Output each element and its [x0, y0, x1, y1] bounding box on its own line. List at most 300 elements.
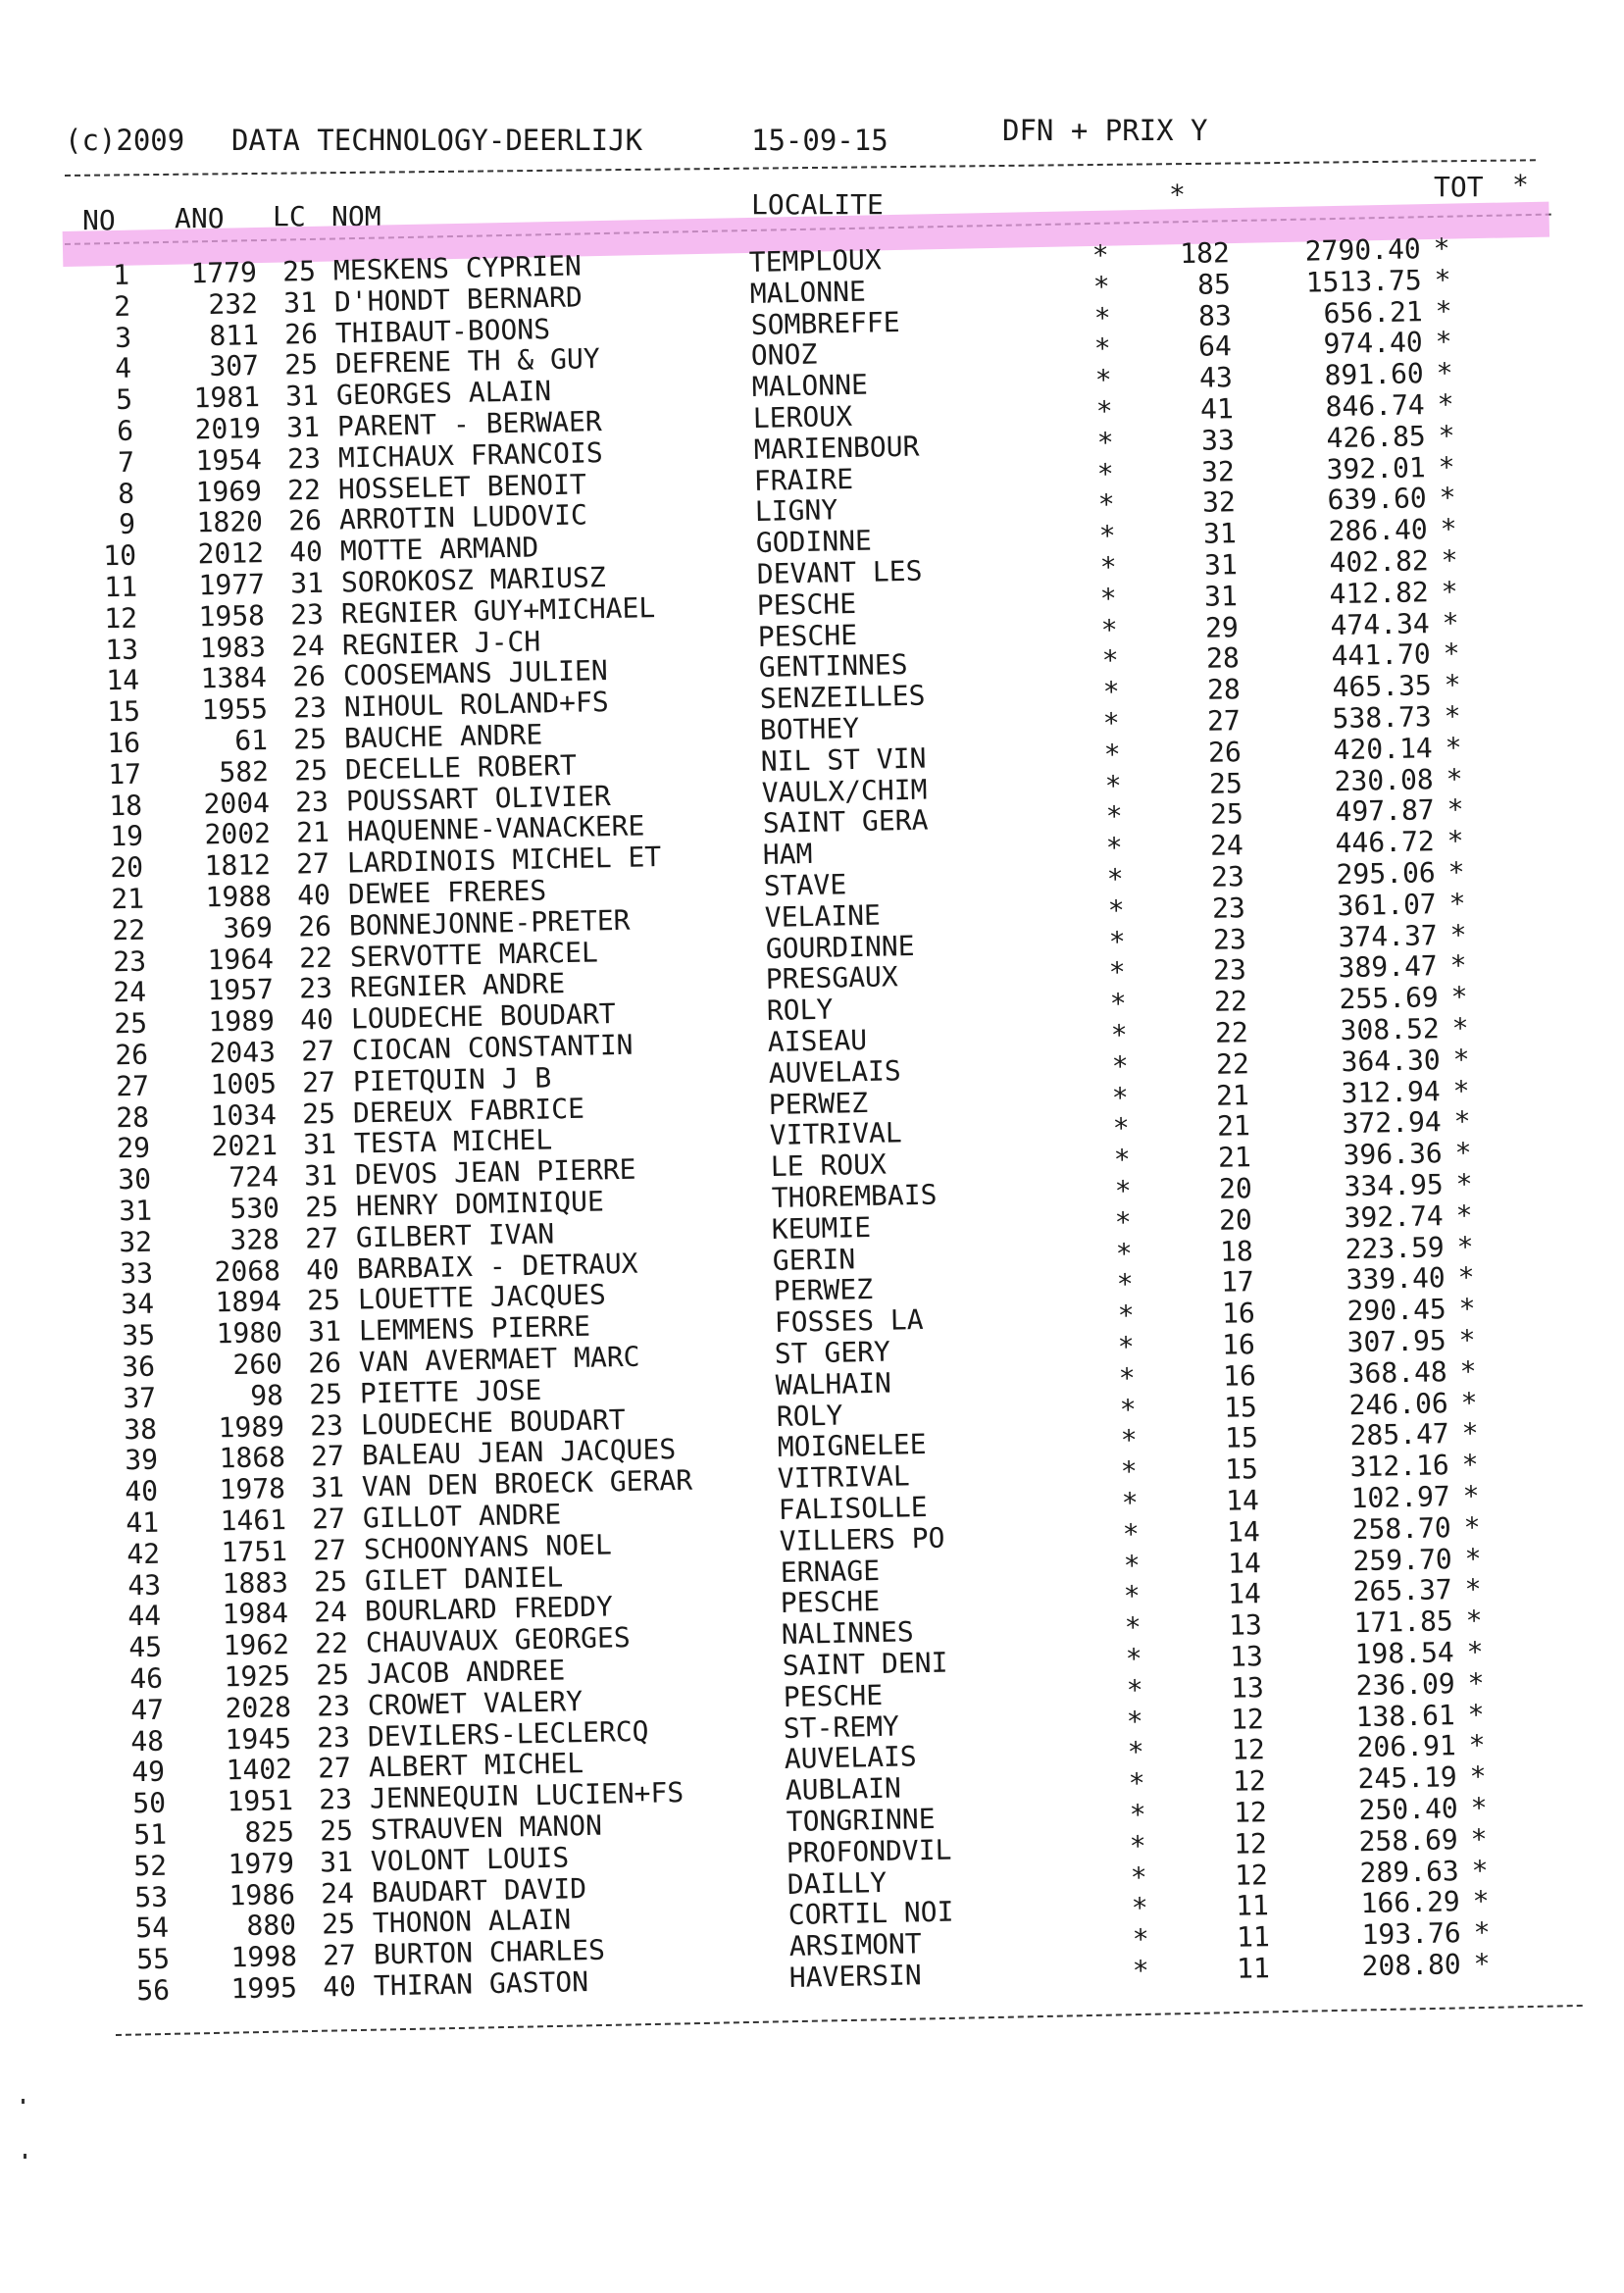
cell-nom: BALEAU JEAN JACQUES: [361, 1433, 677, 1472]
cell-ano: 880: [245, 1909, 297, 1943]
cell-lc: 31: [320, 1845, 354, 1879]
cell-lc: 25: [308, 1377, 343, 1411]
cell-end: *: [1455, 1198, 1474, 1232]
col-localite: LOCALITE: [751, 188, 884, 221]
cell-star: *: [1092, 301, 1111, 334]
copyright-text: (c)2009: [65, 124, 185, 157]
cell-star: *: [1102, 706, 1121, 739]
cell-star: *: [1100, 613, 1118, 646]
cell-no: 19: [109, 820, 143, 853]
cell-no: 46: [128, 1661, 164, 1696]
cell-no: 17: [107, 757, 142, 791]
report-subtitle: DFN + PRIX Y: [1002, 114, 1208, 147]
cell-score: 29: [1204, 610, 1240, 644]
cell-no: 48: [130, 1724, 165, 1758]
cell-nom: BAUCHE ANDRE: [343, 718, 543, 755]
col-ano: ANO: [175, 202, 225, 234]
col-star-end: *: [1512, 169, 1529, 201]
cell-localite: GERIN: [772, 1242, 856, 1277]
cell-ano: 2021: [211, 1129, 279, 1163]
cell-lc: 26: [291, 660, 327, 693]
cell-end: *: [1469, 1791, 1488, 1824]
cell-score: 26: [1207, 735, 1243, 769]
cell-no: 3: [114, 321, 131, 354]
cell-star: *: [1131, 1922, 1149, 1957]
cell-star: *: [1098, 519, 1116, 553]
cell-star: *: [1109, 987, 1127, 1021]
cell-tot: 426.85: [1325, 420, 1426, 455]
cell-ano: 1883: [221, 1565, 288, 1600]
cell-nom: POUSSART OLIVIER: [345, 779, 611, 818]
cell-tot: 223.59: [1345, 1230, 1446, 1265]
cell-no: 8: [118, 477, 135, 510]
cell-localite: MOIGNELEE: [777, 1428, 927, 1464]
cell-lc: 25: [313, 1564, 347, 1599]
cell-end: *: [1472, 1915, 1491, 1950]
cell-tot: 290.45: [1345, 1293, 1446, 1328]
cell-ano: 307: [209, 349, 260, 383]
cell-lc: 25: [319, 1813, 353, 1848]
col-star: *: [1169, 178, 1186, 211]
cell-lc: 24: [320, 1876, 355, 1911]
cell-ano: 1995: [230, 1971, 298, 2006]
cell-score: 16: [1221, 1328, 1256, 1361]
cell-score: 33: [1200, 423, 1235, 457]
cell-star: *: [1129, 1829, 1147, 1862]
cell-localite: GOURDINNE: [765, 929, 915, 965]
cell-nom: DEFRENE TH & GUY: [334, 342, 601, 381]
cell-nom: COOSEMANS JULIEN: [342, 654, 608, 692]
cell-ano: 1989: [208, 1004, 276, 1039]
cell-tot: 259.70: [1351, 1542, 1452, 1577]
cell-lc: 24: [314, 1596, 348, 1629]
cell-star: *: [1098, 550, 1117, 584]
cell-star: *: [1112, 1111, 1130, 1146]
cell-localite: ROLY: [766, 993, 834, 1028]
cell-star: *: [1127, 1735, 1144, 1769]
cell-lc: 27: [312, 1533, 347, 1567]
cell-no: 25: [113, 1006, 148, 1041]
cell-no: 33: [119, 1256, 154, 1290]
cell-ano: 1751: [220, 1534, 288, 1569]
cell-star: *: [1093, 331, 1112, 366]
cell-tot: 374.37: [1337, 918, 1438, 953]
cell-tot: 258.70: [1351, 1511, 1451, 1547]
cell-end: *: [1449, 948, 1468, 983]
col-tot: TOT: [1434, 171, 1484, 203]
cell-tot: 265.37: [1352, 1573, 1453, 1608]
cell-score: 25: [1209, 797, 1243, 832]
cell-score: 11: [1236, 1952, 1271, 1985]
cell-score: 12: [1233, 1796, 1267, 1829]
cell-lc: 23: [318, 1783, 353, 1816]
cell-score: 23: [1212, 953, 1247, 988]
cell-no: 42: [126, 1537, 161, 1571]
cell-ano: 2004: [202, 786, 271, 820]
cell-star: *: [1105, 831, 1124, 865]
cell-score: 14: [1226, 1514, 1260, 1549]
cell-score: 32: [1201, 485, 1237, 520]
cell-lc: 23: [316, 1689, 350, 1723]
cell-score: 12: [1231, 1733, 1266, 1767]
cell-ano: 1384: [199, 661, 268, 695]
cell-ano: 1868: [218, 1441, 285, 1475]
cell-no: 12: [104, 601, 138, 636]
cell-no: 26: [114, 1038, 149, 1072]
cell-localite: AUBLAIN: [785, 1771, 901, 1808]
cell-end: *: [1437, 387, 1454, 421]
cell-star: *: [1126, 1705, 1144, 1738]
cell-end: *: [1454, 1136, 1472, 1170]
cell-end: *: [1451, 1011, 1469, 1045]
cell-ano: 1461: [220, 1503, 287, 1538]
cell-star: *: [1119, 1393, 1137, 1426]
cell-no: 34: [120, 1288, 155, 1321]
cell-lc: 27: [317, 1752, 352, 1785]
cell-end: *: [1462, 1479, 1480, 1512]
company-name: DATA TECHNOLOGY-DEERLIJK: [231, 124, 643, 157]
cell-tot: 250.40: [1357, 1792, 1458, 1827]
cell-star: *: [1099, 582, 1118, 615]
cell-nom: REGNIER ANDRE: [349, 967, 566, 1004]
cell-localite: SAINT DENI: [782, 1646, 948, 1682]
cell-lc: 25: [284, 348, 319, 382]
cell-nom: CROWET VALERY: [367, 1684, 583, 1722]
cell-lc: 31: [311, 1471, 345, 1504]
cell-localite: AUVELAIS: [768, 1054, 901, 1090]
footer-divider: [116, 2005, 1583, 2036]
cell-ano: 1402: [226, 1753, 293, 1787]
cell-tot: 312.16: [1349, 1449, 1450, 1484]
cell-lc: 40: [299, 1003, 334, 1037]
cell-nom: PIETQUIN J B: [352, 1061, 552, 1098]
cell-localite: PESCHE: [757, 618, 858, 653]
cell-score: 31: [1203, 548, 1238, 582]
cell-localite: DEVANT LES: [756, 554, 923, 590]
cell-nom: LOUDECHE BOUDART: [350, 997, 616, 1036]
cell-nom: HENRY DOMINIQUE: [355, 1185, 604, 1223]
cell-localite: LE ROUX: [770, 1147, 887, 1184]
cell-lc: 23: [299, 972, 333, 1005]
cell-score: 23: [1210, 860, 1245, 893]
cell-no: 29: [116, 1132, 151, 1165]
col-lc: LC: [273, 200, 306, 232]
cell-tot: 245.19: [1357, 1760, 1457, 1796]
cell-ano: 1984: [222, 1597, 289, 1631]
cell-score: 15: [1224, 1421, 1258, 1455]
cell-localite: TEMPLOUX: [748, 243, 883, 279]
cell-ano: 1962: [223, 1628, 290, 1662]
cell-tot: 974.40: [1323, 326, 1424, 361]
cell-ano: 1945: [225, 1721, 292, 1756]
cell-no: 15: [106, 694, 140, 729]
cell-localite: PRESGAUX: [765, 960, 899, 996]
cell-localite: FOSSES LA: [774, 1303, 924, 1340]
cell-lc: 31: [289, 566, 324, 600]
cell-lc: 23: [292, 691, 327, 725]
cell-tot: 420.14: [1333, 732, 1434, 767]
cell-localite: AISEAU: [767, 1023, 868, 1058]
cell-star: *: [1116, 1299, 1135, 1333]
cell-star: *: [1107, 925, 1126, 958]
cell-ano: 260: [232, 1348, 283, 1382]
cell-lc: 40: [305, 1252, 340, 1287]
cell-lc: 23: [317, 1720, 351, 1755]
col-no: NO: [82, 204, 116, 236]
cell-nom: LEMMENS PIERRE: [358, 1309, 590, 1348]
cell-localite: PESCHE: [780, 1585, 881, 1620]
cell-end: *: [1466, 1635, 1484, 1668]
cell-end: *: [1461, 1448, 1480, 1482]
cell-score: 17: [1220, 1265, 1254, 1299]
cell-tot: 364.30: [1340, 1044, 1441, 1079]
cell-nom: SERVOTTE MARCEL: [349, 935, 598, 974]
cell-end: *: [1443, 668, 1461, 702]
cell-localite: PERWEZ: [768, 1086, 869, 1121]
cell-star: *: [1095, 426, 1114, 459]
cell-score: 13: [1229, 1640, 1263, 1673]
cell-tot: 465.35: [1331, 669, 1432, 704]
cell-nom: BOURLARD FREDDY: [364, 1590, 614, 1628]
cell-ano: 1005: [209, 1066, 277, 1101]
cell-lc: 40: [288, 535, 324, 569]
cell-ano: 1955: [200, 692, 268, 727]
cell-no: 1: [112, 258, 130, 291]
cell-end: *: [1446, 762, 1463, 795]
cell-localite: SENZEILLES: [759, 679, 926, 716]
cell-localite: WALHAIN: [775, 1366, 892, 1401]
cell-localite: PERWEZ: [773, 1273, 874, 1308]
cell-end: *: [1450, 980, 1468, 1014]
cell-end: *: [1458, 1323, 1477, 1356]
cell-score: 32: [1200, 454, 1236, 488]
cell-lc: 31: [303, 1159, 338, 1193]
cell-nom: THIRAN GASTON: [373, 1965, 589, 2003]
cell-score: 28: [1205, 641, 1240, 676]
cell-localite: BOTHEY: [759, 711, 860, 746]
cell-star: *: [1091, 238, 1109, 272]
cell-lc: 24: [290, 629, 326, 663]
cell-nom: DEWEE FRERES: [347, 874, 547, 911]
cell-nom: CHAUVAUX GEORGES: [365, 1621, 631, 1659]
cell-ano: 1779: [190, 256, 258, 290]
cell-no: 49: [130, 1756, 166, 1789]
cell-nom: SCHOONYANS NOEL: [363, 1528, 612, 1566]
cell-score: 12: [1233, 1826, 1268, 1860]
cell-end: *: [1453, 1104, 1471, 1139]
scan-speck: [24, 2154, 26, 2159]
cell-lc: 23: [309, 1408, 344, 1443]
cell-score: 24: [1209, 829, 1244, 862]
cell-star: *: [1113, 1143, 1131, 1177]
cell-star: *: [1103, 738, 1121, 771]
cell-tot: 102.97: [1350, 1480, 1451, 1515]
cell-score: 182: [1179, 236, 1231, 271]
cell-score: 83: [1197, 298, 1232, 332]
cell-lc: 26: [283, 317, 318, 351]
cell-ano: 1988: [205, 880, 273, 914]
cell-score: 28: [1206, 673, 1241, 706]
cell-nom: JACOB ANDREE: [366, 1654, 566, 1691]
cell-no: 45: [127, 1630, 163, 1664]
cell-no: 28: [116, 1100, 150, 1134]
cell-end: *: [1447, 855, 1465, 889]
cell-nom: DEREUX FABRICE: [352, 1092, 585, 1130]
cell-nom: NIHOUL ROLAND+FS: [343, 686, 609, 724]
cell-star: *: [1132, 1954, 1150, 1987]
cell-no: 40: [125, 1474, 159, 1508]
cell-tot: 208.80: [1361, 1948, 1462, 1983]
cell-ano: 2043: [208, 1036, 277, 1070]
cell-no: 52: [133, 1849, 168, 1883]
cell-tot: 193.76: [1360, 1916, 1461, 1952]
cell-no: 51: [132, 1817, 167, 1852]
cell-end: *: [1463, 1510, 1481, 1544]
cell-tot: 891.60: [1324, 357, 1425, 392]
cell-tot: 372.94: [1342, 1105, 1443, 1141]
cell-localite: NALINNES: [781, 1615, 915, 1652]
cell-end: *: [1448, 887, 1466, 920]
cell-localite: NIL ST VIN: [760, 741, 927, 778]
cell-end: *: [1473, 1947, 1492, 1980]
cell-lc: 31: [285, 410, 321, 444]
cell-no: 22: [111, 913, 146, 947]
cell-lc: 25: [293, 722, 328, 756]
cell-tot: 285.47: [1348, 1417, 1449, 1452]
cell-localite: PROFONDVIL: [786, 1833, 952, 1869]
cell-star: *: [1110, 1018, 1128, 1051]
cell-localite: CORTIL NOI: [787, 1895, 954, 1932]
cell-no: 27: [115, 1069, 149, 1103]
cell-ano: 1925: [223, 1659, 291, 1694]
cell-star: *: [1095, 394, 1113, 428]
cell-nom: PIETTE JOSE: [359, 1373, 542, 1410]
cell-ano: 1951: [226, 1784, 294, 1818]
cell-score: 22: [1213, 985, 1248, 1018]
cell-no: 21: [110, 882, 145, 916]
cell-localite: ST GERY: [774, 1335, 891, 1370]
cell-score: 20: [1218, 1172, 1252, 1205]
cell-tot: 538.73: [1332, 700, 1433, 736]
cell-ano: 811: [208, 318, 259, 352]
cell-ano: 98: [249, 1378, 284, 1412]
cell-nom: MICHAUX FRANCOIS: [337, 435, 603, 475]
cell-score: 12: [1230, 1702, 1265, 1736]
cell-star: *: [1122, 1517, 1140, 1551]
cell-localite: KEUMIE: [771, 1210, 872, 1246]
cell-tot: 389.47: [1338, 949, 1439, 985]
cell-star: *: [1128, 1766, 1145, 1801]
cell-nom: GILBERT IVAN: [355, 1217, 555, 1254]
cell-lc: 23: [286, 441, 321, 476]
cell-tot: 307.95: [1346, 1324, 1447, 1359]
cell-no: 53: [133, 1880, 169, 1913]
cell-score: 14: [1225, 1484, 1260, 1517]
cell-tot: 138.61: [1355, 1698, 1456, 1733]
cell-score: 15: [1223, 1390, 1257, 1424]
cell-tot: 308.52: [1340, 1012, 1440, 1047]
cell-lc: 26: [308, 1346, 342, 1380]
cell-end: *: [1457, 1260, 1475, 1295]
cell-no: 7: [117, 445, 134, 479]
cell-ano: 582: [219, 754, 270, 789]
cell-tot: 412.82: [1329, 576, 1430, 611]
cell-star: *: [1124, 1610, 1142, 1645]
cell-star: *: [1110, 1049, 1129, 1083]
cell-end: *: [1445, 731, 1462, 764]
cell-no: 47: [129, 1693, 164, 1727]
cell-no: 31: [118, 1194, 152, 1228]
cell-lc: 25: [304, 1190, 338, 1224]
cell-tot: 166.29: [1360, 1885, 1460, 1920]
cell-score: 12: [1234, 1858, 1269, 1892]
cell-localite: STAVE: [763, 868, 847, 902]
cell-score: 18: [1219, 1234, 1254, 1268]
cell-nom: LOUETTE JACQUES: [357, 1278, 606, 1316]
cell-no: 39: [124, 1444, 158, 1477]
cell-tot: 497.87: [1334, 793, 1435, 829]
cell-nom: HAQUENNE-VANACKERE: [346, 809, 645, 848]
cell-lc: 23: [290, 597, 325, 632]
cell-lc: 40: [296, 878, 331, 912]
cell-lc: 25: [293, 753, 329, 788]
cell-end: *: [1440, 512, 1457, 546]
cell-score: 13: [1228, 1608, 1263, 1642]
cell-star: *: [1118, 1361, 1136, 1395]
cell-star: *: [1125, 1642, 1142, 1675]
cell-lc: 22: [298, 941, 332, 975]
cell-star: *: [1108, 955, 1127, 990]
cell-no: 16: [107, 726, 141, 760]
cell-star: *: [1121, 1486, 1139, 1519]
cell-nom: BARBAIX - DETRAUX: [356, 1247, 638, 1286]
cell-star: *: [1120, 1454, 1139, 1489]
cell-end: *: [1439, 481, 1456, 515]
cell-ano: 1978: [219, 1472, 286, 1506]
cell-end: *: [1465, 1604, 1483, 1638]
cell-end: *: [1436, 356, 1453, 390]
cell-no: 10: [102, 538, 137, 573]
cell-end: *: [1464, 1572, 1483, 1606]
cell-tot: 1513.75: [1305, 264, 1422, 299]
cell-localite: PESCHE: [756, 586, 857, 622]
cell-nom: REGNIER GUY+MICHAEL: [340, 590, 656, 631]
cell-no: 13: [104, 633, 139, 666]
cell-end: *: [1467, 1698, 1486, 1731]
cell-tot: 392.74: [1344, 1199, 1445, 1235]
cell-star: *: [1107, 893, 1125, 927]
cell-ano: 1894: [214, 1285, 282, 1319]
cell-ano: 1969: [195, 474, 263, 508]
cell-nom: GEORGES ALAIN: [335, 375, 552, 412]
cell-nom: LOUDECHE BOUDART: [360, 1402, 626, 1442]
cell-ano: 2012: [196, 536, 265, 571]
cell-tot: 656.21: [1322, 294, 1423, 330]
cell-score: 20: [1218, 1202, 1253, 1237]
cell-tot: 255.69: [1339, 981, 1440, 1016]
cell-lc: 25: [281, 254, 317, 288]
cell-localite: GENTINNES: [758, 648, 908, 685]
cell-ano: 1964: [206, 942, 274, 976]
cell-no: 50: [131, 1786, 167, 1820]
cell-localite: SAINT GERA: [762, 803, 929, 841]
cell-nom: TESTA MICHEL: [353, 1123, 553, 1160]
cell-score: 21: [1216, 1109, 1251, 1144]
cell-star: *: [1113, 1174, 1132, 1207]
cell-nom: SOROKOSZ MARIUSZ: [340, 561, 606, 599]
cell-tot: 446.72: [1335, 825, 1436, 860]
cell-tot: 639.60: [1327, 482, 1428, 517]
